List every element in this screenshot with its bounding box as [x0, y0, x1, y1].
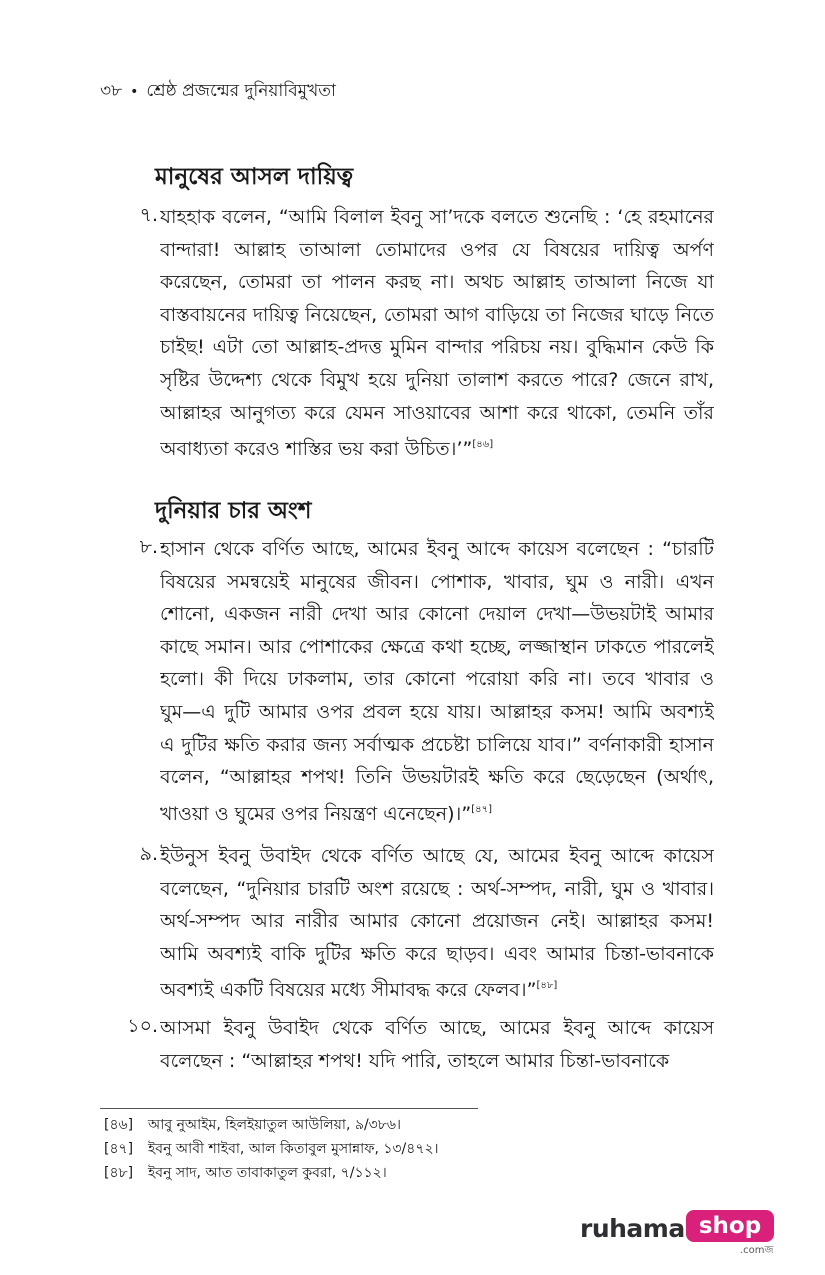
line-text: চাইছ! এটা তো আল্লাহ-প্রদত্ত মুমিন বান্দার পরিচয় নয়। বুদ্ধিমান কেউ কি — [160, 336, 714, 359]
text-line — [160, 234, 714, 267]
logo-wordmark: ruhama — [580, 1214, 685, 1243]
footnote-text: ইবনু সাদ, আত তাবাকাতুল কুবরা, ৭/১১২। — [148, 1165, 387, 1181]
footnote-divider — [100, 1108, 478, 1109]
footnote-marker: [৪৬] — [472, 439, 494, 451]
line-text: ঘুম—এ দুটি আমার ওপর প্রবল হয়ে যায়। আল্লাহর কসম! আমি অবশ্যই — [160, 700, 714, 723]
text-line — [160, 566, 714, 599]
line-text: এ দুটির ক্ষতি করার জন্য সর্বাত্মক প্রচেষ্টা চালিয়ে যাব।” বর্ণনাকারী হাসান — [160, 733, 714, 756]
footnote-ref: [৪৮] — [104, 1165, 134, 1181]
text-line — [160, 397, 714, 430]
line-text: বাস্তবায়নের দায়িত্ব নিয়েছেন, তোমরা আগ বাড়িয়ে তা নিজের ঘাড়ে নিতে — [160, 303, 714, 326]
line-text: কাছে সমান। আর পোশাকের ক্ষেত্রে কথা হচ্ছে, লজ্জাস্থান ঢাকতে পারলেই — [160, 635, 714, 658]
text-line — [160, 938, 714, 971]
line-text: করেছেন, তোমরা তা পালন করছ না। অথচ আল্লাহ তাআলা নিজে যা — [160, 271, 714, 294]
footnote-marker: [৪৭] — [471, 803, 492, 815]
line-text: হলো। কী দিয়ে ঢাকলাম, তার কোনো পরোয়া করি না। তবে খাবার ও — [160, 668, 714, 691]
paragraph-7 — [114, 201, 714, 462]
paragraph-body — [160, 533, 714, 826]
text-line — [160, 299, 714, 332]
text-line — [160, 696, 714, 729]
footnote-ref: [৪৭] — [104, 1141, 134, 1157]
paragraph-number: ৮. — [139, 536, 158, 558]
line-text: অর্থ-সম্পদ আর নারীর আমার কোনো প্রয়োজন নেই। আল্লাহর কসম! — [160, 910, 714, 933]
text-line — [160, 729, 714, 762]
text-line — [160, 663, 714, 696]
footnote-ref: [৪৬] — [104, 1117, 134, 1133]
paragraph-10 — [114, 1012, 714, 1077]
footnote-46 — [104, 1113, 439, 1137]
section-title-responsibility: মানুষের আসল দায়িত্ব — [155, 164, 354, 190]
line-text: সৃষ্টির উদ্দেশ্য থেকে বিমুখ হয়ে দুনিয়া তালাশ করতে পারে? জেনে রাখ, — [160, 368, 714, 391]
text-line — [160, 533, 714, 566]
text-line — [160, 761, 714, 794]
text-line — [160, 266, 714, 299]
section-title-four-parts: দুনিয়ার চার অংশ — [155, 498, 312, 524]
text-line — [160, 364, 714, 397]
text-line — [160, 201, 714, 234]
line-text: বিষয়ের সমন্বয়েই মানুষের জীবন। পোশাক, খাবার, ঘুম ও নারী। এখন — [160, 570, 714, 593]
text-line — [160, 1045, 714, 1078]
text-line — [160, 429, 714, 462]
paragraph-9 — [114, 840, 714, 1003]
running-header — [100, 78, 336, 106]
text-line — [160, 873, 714, 906]
paragraph-number: ৯. — [139, 843, 158, 865]
text-line — [160, 631, 714, 664]
line-text: বলেছেন : “আল্লাহর শপথ! যদি পারি, তাহলে আমার চিন্তা-ভাবনাকে — [160, 1049, 670, 1072]
text-line — [160, 331, 714, 364]
footnote-text: ইবনু আবী শাইবা, আল কিতাবুল মুসান্নাফ, ১৩/৪৭২। — [148, 1141, 439, 1157]
line-text: শোনো, একজন নারী দেখা আর কোনো দেয়াল দেখা—উভয়টাই আমার — [160, 603, 714, 626]
paragraph-number: ৭. — [139, 204, 158, 226]
text-line — [160, 794, 714, 827]
logo-shop-text: shop — [698, 1213, 762, 1239]
text-line — [160, 970, 714, 1003]
header-separator: • — [130, 84, 139, 100]
footnote-48 — [104, 1161, 439, 1185]
logo-shop-badge — [686, 1210, 774, 1242]
page-number: ৩৮ — [100, 81, 123, 101]
paragraph-8 — [114, 533, 714, 826]
line-text: বান্দারা! আল্লাহ তাআলা তোমাদের ওপর যে বিষয়ের দায়িত্ব অর্পণ — [160, 238, 714, 261]
footnote-text: আবু নুআইম, হিলইয়াতুল আউলিয়া, ৯/৩৮৬। — [148, 1117, 401, 1133]
line-text: খাওয়া ও ঘুমের ওপর নিয়ন্ত্রণ এনেছেন)।” — [160, 802, 472, 825]
line-text: অবশ্যই একটি বিষয়ের মধ্যে সীমাবদ্ধ করে ফেলব।” — [160, 979, 537, 1002]
text-line — [160, 905, 714, 938]
line-text: আসমা ইবনু উবাইদ থেকে বর্ণিত আছে, আমের ইবনু আব্দে কায়েস — [160, 1017, 714, 1039]
paragraph-body — [160, 840, 714, 1003]
line-text: আমি অবশ্যই বাকি দুটির ক্ষতি করে ছাড়ব। এবং আমার চিন্তা-ভাবনাকে — [160, 942, 714, 965]
line-text: ইউনুস ইবনু উবাইদ থেকে বর্ণিত আছে যে, আমের ইবনু আব্দে কায়েস — [160, 845, 714, 867]
paragraph-body — [160, 1012, 714, 1077]
book-title: শ্রেষ্ঠ প্রজন্মের দুনিয়াবিমুখতা — [146, 81, 336, 101]
line-text: হাসান থেকে বর্ণিত আছে, আমের ইবনু আব্দে কায়েস বলেছেন : “চারটি — [160, 538, 714, 560]
logo-domain-suffix: .comজ — [740, 1245, 774, 1256]
line-text: আল্লাহর আনুগত্য করে যেমন সাওয়াবের আশা করে থাকো, তেমনি তাঁর — [160, 401, 714, 424]
line-text: বলেন, “আল্লাহর শপথ! তিনি উভয়টারই ক্ষতি করে ছেড়েছেন (অর্থাৎ, — [160, 766, 714, 789]
paragraph-number: ১০. — [127, 1015, 158, 1037]
line-text: বলেছেন, “দুনিয়ার চারটি অংশ রয়েছে : অর্থ-সম্পদ, নারী, ঘুম ও খাবার। — [160, 877, 714, 900]
paragraph-body — [160, 201, 714, 462]
footnotes — [104, 1113, 439, 1185]
footnote-marker: [৪৮] — [536, 980, 558, 992]
text-line — [160, 1012, 714, 1045]
line-text: অবাধ্যতা করেও শাস্তির ভয় করা উচিত।’” — [160, 438, 473, 461]
line-text: যাহহাক বলেন, “আমি বিলাল ইবনু সা’দকে বলতে শুনেছি : ‘হে রহমানের — [160, 206, 714, 228]
footnote-47 — [104, 1137, 439, 1161]
text-line — [160, 598, 714, 631]
text-line — [160, 840, 714, 873]
